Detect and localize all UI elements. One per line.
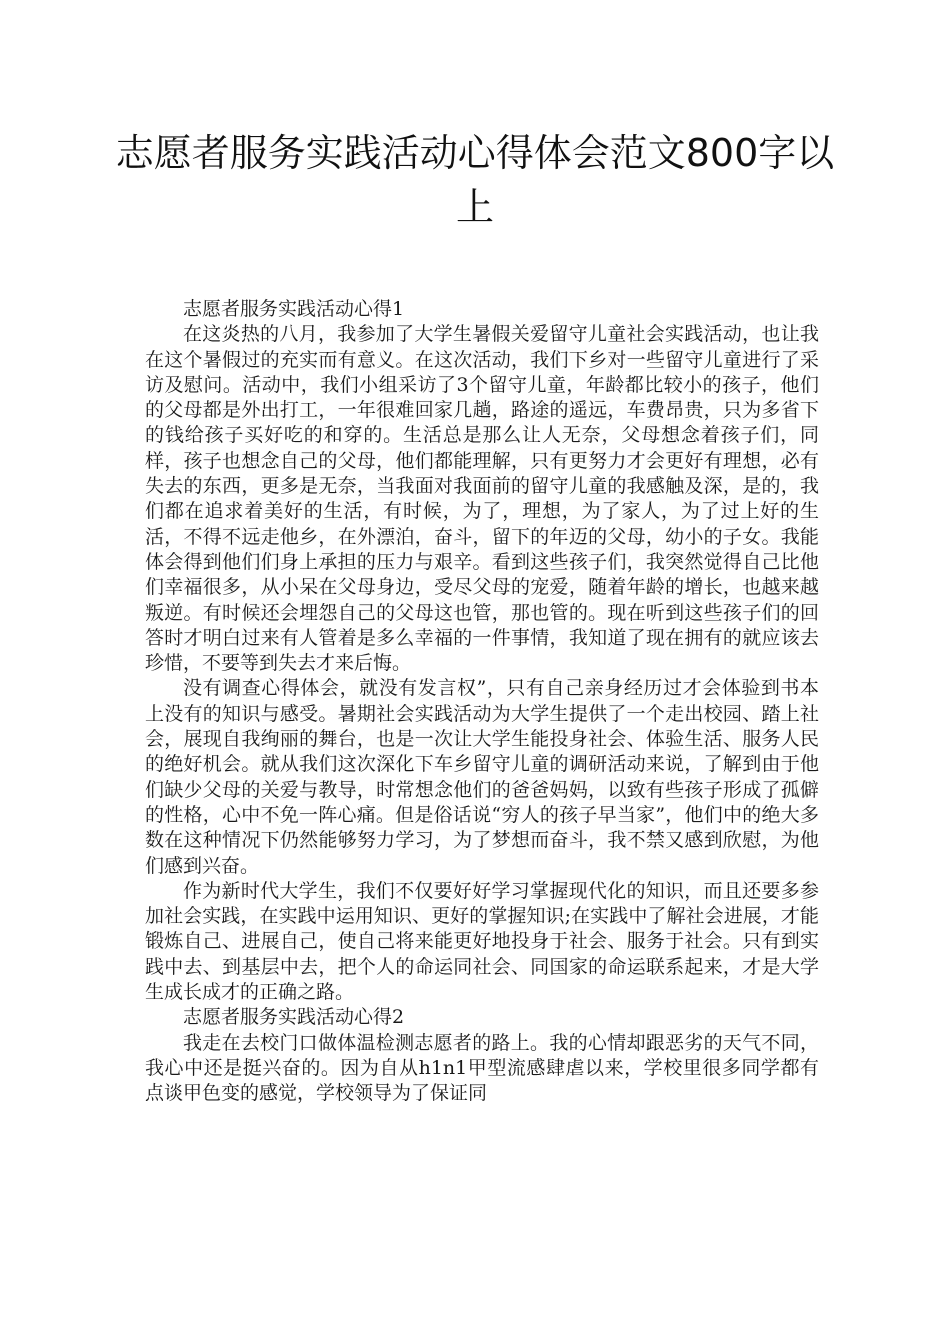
- paragraph-4: 我走在去校门口做体温检测志愿者的路上。我的心情却跟恶劣的天气不同，我心中还是挺兴奋的。因为自从h1n1甲型流感肆虐以来，学校里很多同学都有点谈甲色变的感觉，学校领导为了保证同: [145, 1031, 819, 1105]
- document-title: 志愿者服务实践活动心得体会范文800字以上: [115, 131, 835, 229]
- paragraph-3: 作为新时代大学生，我们不仅要好好学习掌握现代化的知识，而且还要多参加社会实践，在实践中运用知识、更好的掌握知识;在实践中了解社会进展，才能锻炼自己、进展自己，使自己将来能更好地投身于社会、服务于社会。只有到实践中去、到基层中去，把个人的命运同社会、同国家的命运联系起来，才是大学生成长成才的正确之路。: [145, 879, 819, 1004]
- paragraph-2: 没有调查心得体会，就没有发言权”，只有自己亲身经历过才会体验到书本上没有的知识与感受。暑期社会实践活动为大学生提供了一个走出校园、踏上社会，展现自我绚丽的舞台，也是一次让大学生能投身社会、体验生活、服务人民的绝好机会。就从我们这次深化下车乡留守儿童的调研活动来说，了解到由于他们缺少父母的关爱与教导，时常想念他们的爸爸妈妈，以致有些孩子形成了孤僻的性格，心中不免一阵心痛。但是俗话说“穷人的孩子早当家”，他们中的绝大多数在这种情况下仍然能够努力学习，为了梦想而奋斗，我不禁又感到欣慰，为他们感到兴奋。: [145, 677, 819, 877]
- section-heading-2: 志愿者服务实践活动心得2: [183, 1006, 405, 1029]
- section-heading-1: 志愿者服务实践活动心得1: [183, 298, 405, 320]
- document-body: [145, 297, 819, 1107]
- paragraph-1: 在这炎热的八月，我参加了大学生暑假关爱留守儿童社会实践活动，也让我在这个暑假过的充实而有意义。在这次活动，我们下乡对一些留守儿童进行了采访及慰问。活动中，我们小组采访了3个留守儿童，年龄都比较小的孩子，他们的父母都是外出打工，一年很难回家几趟，路途的遥远，车费昂贵，只为多省下的钱给孩子买好吃的和穿的。生活总是那么让人无奈，父母想念着孩子们，同样，孩子也想念自己的父母，他们都能理解，只有更努力才会更好有理想，必有失去的东西，更多是无奈，当我面对我面前的留守儿童的我感触及深，是的，我们都在追求着美好的生活，有时候，为了，理想，为了家人，为了过上好的生活，不得不远走他乡，在外漂泊，奋斗，留下的年迈的父母，幼小的子女。我能体会得到他们们身上承担的压力与艰辛。看到这些孩子们，我突然觉得自己比他们幸福很多，从小呆在父母身边，受尽父母的宠爱，随着年龄的增长，也越来越叛逆。有时候还会埋怨自己的父母这也管，那也管的。现在听到这些孩子们的回答时才明白过来有人管着是多么幸福的一件事情，我知道了现在拥有的就应该去珍惜，不要等到失去才来后悔。: [145, 323, 819, 675]
